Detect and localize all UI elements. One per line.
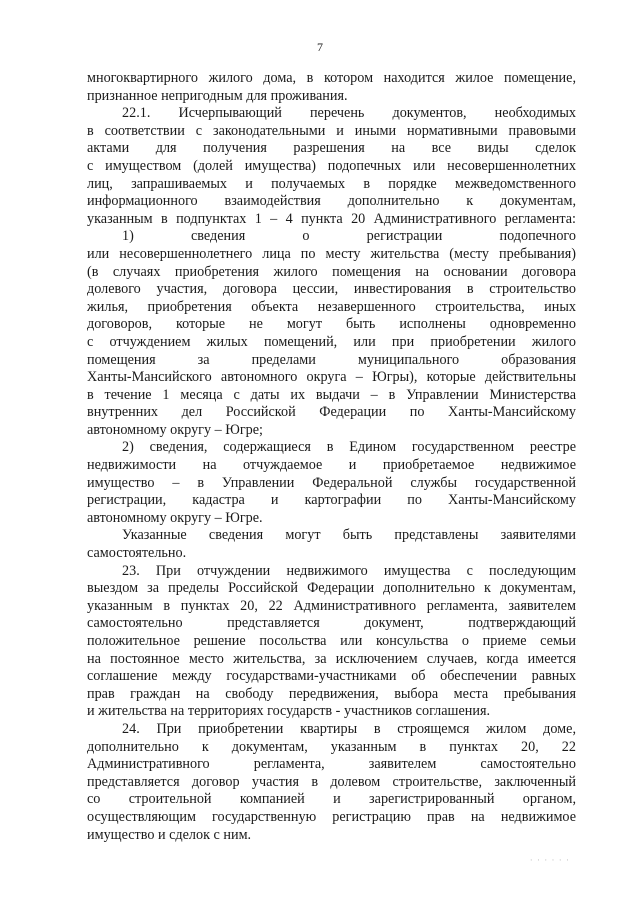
text-line: самостоятельно.: [87, 545, 187, 562]
text-line: 24. При приобретении квартиры в строящемся жилом доме,: [122, 720, 576, 737]
text-line: самостоятельно представляется документ, подтверждающий: [87, 615, 576, 632]
document-body: [87, 70, 576, 844]
text-line: и жительства на территориях государств - участников соглашения.: [87, 703, 491, 720]
text-line: регистрации, кадастра и картографии по Ханты-Мансийскому: [87, 492, 576, 509]
text-line: Ханты-Мансийского автономного округа – Югры), которые действительны: [87, 369, 576, 386]
text-line: соглашение между государствами-участниками об обеспечении равных: [87, 668, 576, 685]
text-line: многоквартирного жилого дома, в котором находится жилое помещение,: [87, 70, 576, 86]
text-line: недвижимости на отчуждаемое и приобретаемое недвижимое: [87, 457, 576, 474]
text-line: имущество – в Управлении Федеральной службы государственной: [87, 474, 576, 491]
text-line: Указанные сведения могут быть представлены заявителями: [122, 527, 576, 544]
text-line: осуществляющим государственную регистрацию прав на недвижимое: [87, 808, 576, 825]
text-line: договоров, которые не могут быть исполнены одновременно: [87, 316, 576, 333]
text-line: указанным в пунктах 20, 22 Административного регламента, заявителем: [87, 597, 576, 614]
text-line: помещения за пределами муниципального образования: [87, 351, 576, 368]
text-line: 1) сведения о регистрации подопечного: [122, 228, 576, 245]
page-number: 7: [317, 40, 323, 54]
text-line: актами для получения разрешения на все виды сделок: [87, 140, 576, 157]
text-line: дополнительно к документам, указанным в пунктах 20, 22: [87, 738, 576, 755]
text-line: указанным в подпунктах 1 – 4 пункта 20 Административного регламента:: [87, 210, 576, 227]
text-line: в соответствии с законодательными и иными нормативными правовыми: [87, 122, 576, 139]
text-line: прав граждан на свободу передвижения, выбора места пребывания: [87, 685, 576, 702]
text-line: лиц, запрашиваемых и получаемых в порядке межведомственного: [87, 175, 576, 192]
text-line: признанное непригодным для проживания.: [87, 87, 348, 104]
text-line: выездом за пределы Российской Федерации дополнительно к документам,: [87, 580, 576, 597]
text-line: положительное решение посольства или консульства о приеме семьи: [87, 633, 576, 649]
text-line: представляется договор участия в долевом строительстве, заключенный: [87, 773, 576, 790]
faint-stamp-mark: · · · · · ·: [529, 855, 570, 865]
text-line: 23. При отчуждении недвижимого имущества с последующим: [122, 562, 576, 579]
text-line: автономному округу – Югре.: [87, 509, 263, 526]
text-line: имущество и сделок с ним.: [87, 826, 252, 843]
text-line: автономному округу – Югре;: [87, 421, 263, 438]
text-line: внутренних дел Российской Федерации по Ханты-Мансийскому: [87, 404, 576, 421]
text-line: с отчуждением жилых помещений, или при приобретении жилого: [87, 333, 576, 350]
text-line: на постоянное место жительства, за исключением случаев, когда имеется: [87, 650, 576, 667]
text-line: или несовершеннолетнего лица по месту жительства (месту пребывания): [87, 245, 576, 262]
text-line: жилья, приобретения объекта незавершенного строительства, иных: [87, 298, 576, 315]
text-line: с имуществом (долей имущества) подопечных или несовершеннолетних: [87, 157, 576, 174]
text-line: (в случаях приобретения жилого помещения на основании договора: [87, 263, 576, 280]
text-line: информационного взаимодействия дополнительно к документам,: [87, 193, 576, 210]
text-line: 22.1. Исчерпывающий перечень документов, необходимых: [122, 105, 576, 122]
text-line: со строительной компанией и зарегистрированный органом,: [87, 791, 576, 808]
text-line: долевого участия, договора цессии, инвестирования в строительство: [87, 281, 576, 298]
text-line: 2) сведения, содержащиеся в Едином государственном реестре: [122, 439, 576, 456]
text-line: в течение 1 месяца с даты их выдачи – в Управлении Министерства: [87, 386, 576, 403]
text-line: Административного регламента, заявителем самостоятельно: [87, 756, 576, 773]
